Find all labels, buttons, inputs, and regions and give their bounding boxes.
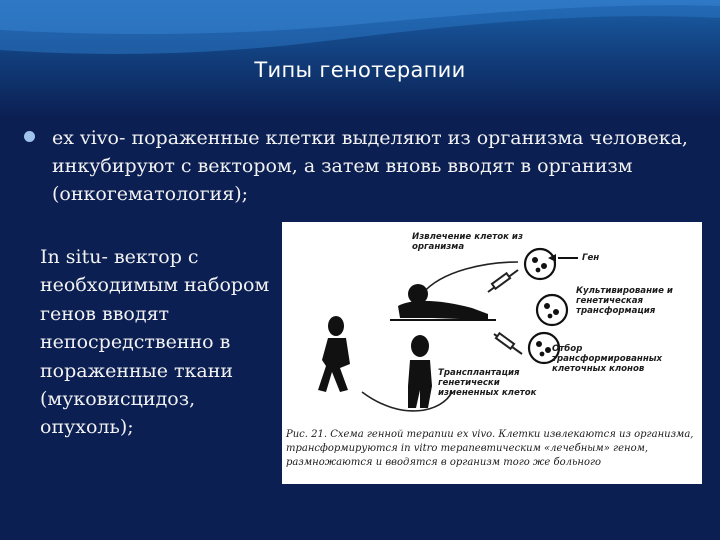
walking-figure bbox=[318, 316, 350, 392]
label-gene: Ген bbox=[582, 253, 600, 263]
petri-dish-icon-1 bbox=[525, 249, 555, 279]
slide-title: Типы генотерапии bbox=[254, 58, 466, 82]
label-selection: Отбор трансформированных клеточных клонов bbox=[552, 344, 663, 374]
figure-ex-vivo-scheme bbox=[282, 222, 702, 484]
syringe-icon-top bbox=[488, 270, 518, 292]
label-transplant: Трансплантация генетически измененных клеток bbox=[438, 368, 537, 398]
bullet-dot-icon bbox=[24, 131, 35, 142]
bullet-ex-vivo-text: ex vivo- пораженные клетки выделяют из организма человека, инкубируют с вектором, а затем вновь вводят в организм (онкогематология); bbox=[52, 127, 688, 205]
figure-caption: Рис. 21. Схема генной терапии ex vivo. Клетки извлекаются из организма, трансформируются in vitro терапевтическим «лечебным» геном, размножаются и вводятся в организм того же больного bbox=[286, 429, 694, 468]
bullet-ex-vivo bbox=[24, 124, 694, 208]
lying-patient-figure bbox=[398, 284, 488, 320]
syringe-icon-bottom bbox=[494, 333, 522, 354]
petri-dish-icon-2 bbox=[537, 295, 567, 325]
label-cultivation: Культивирование и генетическая трансформация bbox=[576, 286, 673, 316]
standing-patient-figure bbox=[408, 335, 432, 408]
label-extraction: Извлечение клеток из организма bbox=[412, 232, 523, 252]
in-situ-text: In situ- вектор с необходимым набором генов вводят непосредственно в пораженные ткани (муковисцидоз, опухоль); bbox=[40, 246, 270, 439]
